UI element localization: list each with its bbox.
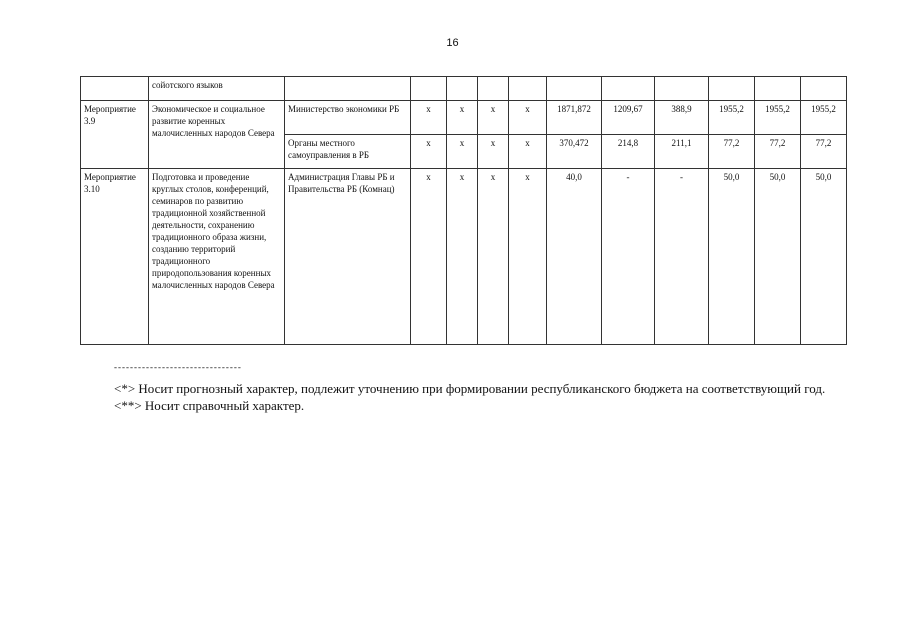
value-cell: 370,472 <box>547 135 602 169</box>
value-cell: x <box>411 169 447 345</box>
continuation-text: сойотского языков <box>149 77 285 101</box>
value-cell: 50,0 <box>755 169 801 345</box>
value-cell: x <box>509 169 547 345</box>
value-cell: 77,2 <box>709 135 755 169</box>
value-cell: 1955,2 <box>801 101 847 135</box>
footnote-separator: -------------------------------- <box>114 362 242 372</box>
value-cell: 50,0 <box>801 169 847 345</box>
description-cell: Подготовка и проведение круглых столов, конференций, семинаров по развитию традиционной хозяйственной деятельности, сохранению традиционного образа жизни, созданию территорий традиционного природопользования коренных малочисленных народов Севера <box>149 169 285 345</box>
value-cell: x <box>447 169 478 345</box>
budget-table <box>80 76 847 345</box>
footnote-reference: <**> Носит справочный характер. <box>114 398 305 413</box>
value-cell: x <box>478 169 509 345</box>
measure-cell: Мероприятие 3.9 <box>81 101 149 169</box>
measure-cell: Мероприятие 3.10 <box>81 169 149 345</box>
executor-cell: Органы местного самоуправления в РБ <box>285 135 411 169</box>
value-cell: x <box>478 135 509 169</box>
value-cell: x <box>411 101 447 135</box>
value-cell: - <box>655 169 709 345</box>
table-row <box>81 169 847 345</box>
value-cell: x <box>447 101 478 135</box>
value-cell: 50,0 <box>709 169 755 345</box>
value-cell: x <box>411 135 447 169</box>
value-cell: 1871,872 <box>547 101 602 135</box>
footnote-forecast: <*> Носит прогнозный характер, подлежит уточнению при формировании республиканского бюджета на соответствующий год. <box>114 381 826 396</box>
value-cell: 77,2 <box>801 135 847 169</box>
value-cell: - <box>602 169 655 345</box>
value-cell: x <box>509 135 547 169</box>
executor-cell: Администрация Главы РБ и Правительства РБ (Комнац) <box>285 169 411 345</box>
value-cell: 1209,67 <box>602 101 655 135</box>
value-cell: 40,0 <box>547 169 602 345</box>
value-cell: x <box>447 135 478 169</box>
continuation-row <box>81 77 847 101</box>
value-cell: 214,8 <box>602 135 655 169</box>
value-cell: 211,1 <box>655 135 709 169</box>
page-number: 16 <box>446 37 459 49</box>
description-cell: Экономическое и социальное развитие коренных малочисленных народов Севера <box>149 101 285 169</box>
value-cell: x <box>478 101 509 135</box>
value-cell: 388,9 <box>655 101 709 135</box>
value-cell: x <box>509 101 547 135</box>
table-row <box>81 101 847 135</box>
value-cell: 77,2 <box>755 135 801 169</box>
value-cell: 1955,2 <box>755 101 801 135</box>
footnotes <box>84 362 836 414</box>
executor-cell: Министерство экономики РБ <box>285 101 411 135</box>
value-cell: 1955,2 <box>709 101 755 135</box>
